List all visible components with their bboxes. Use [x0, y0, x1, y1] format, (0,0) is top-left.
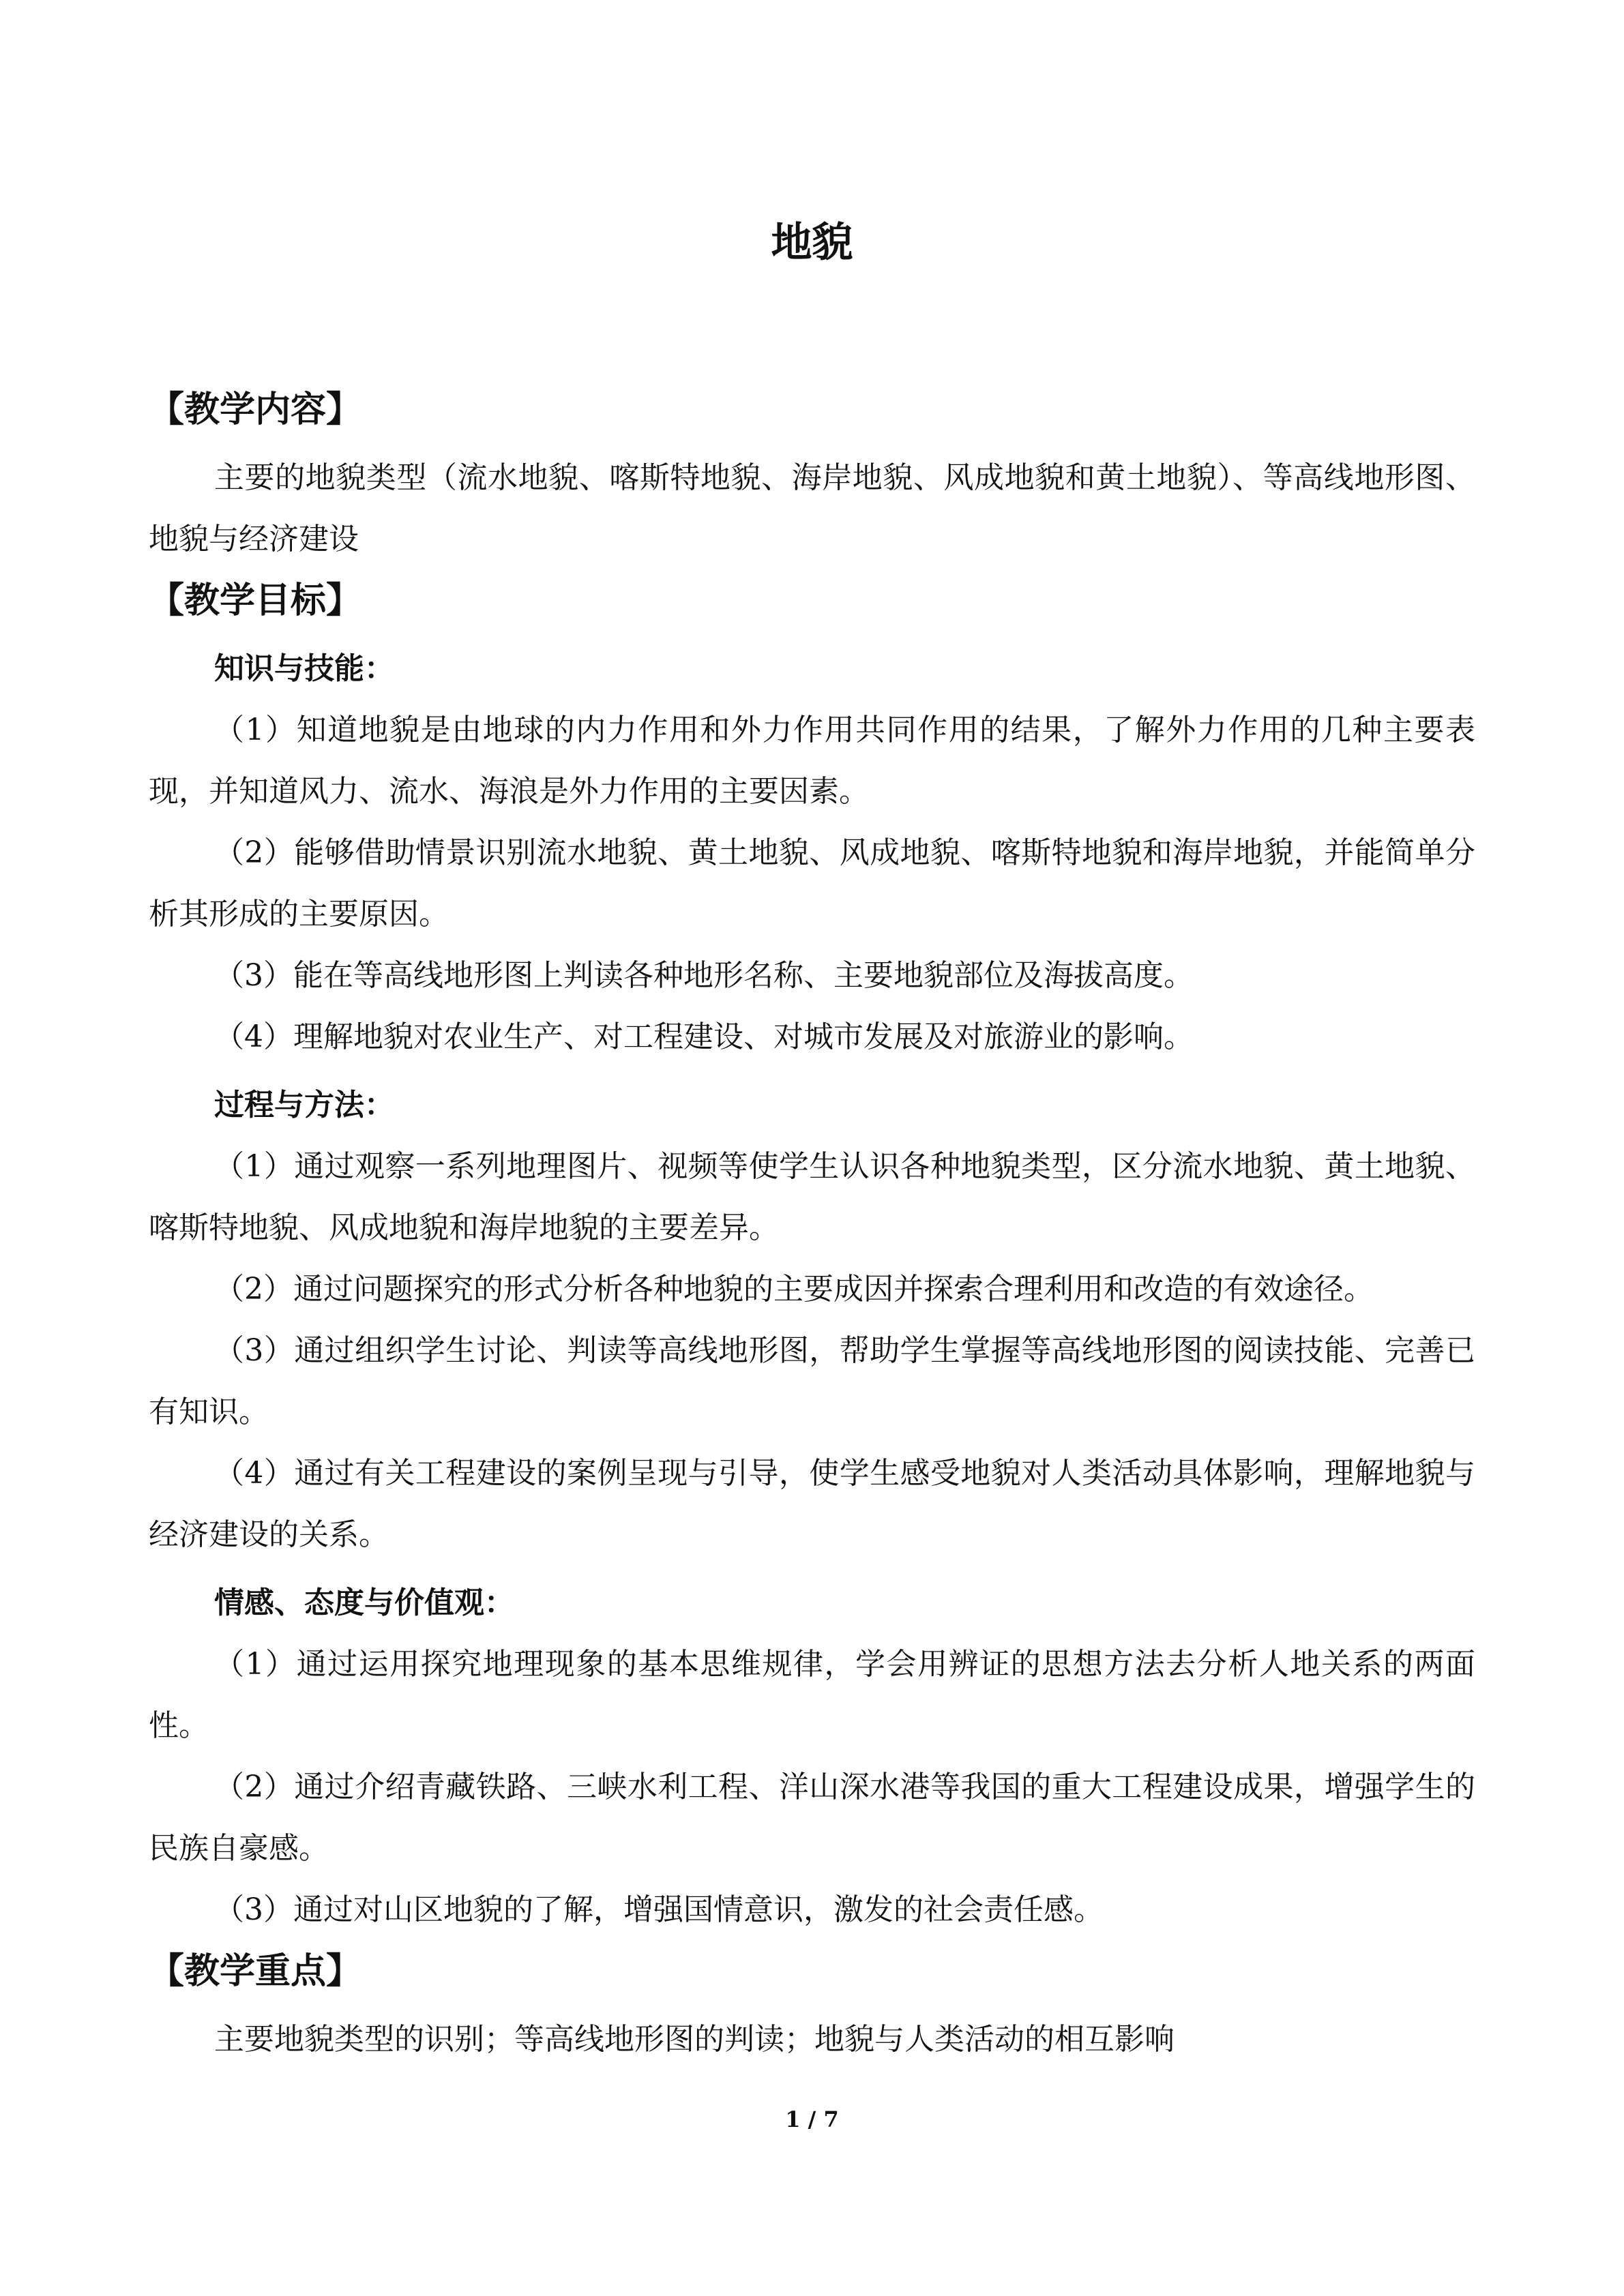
paragraph: （1）知道地貌是由地球的内力作用和外力作用共同作用的结果，了解外力作用的几种主要表现，并知道风力、流水、海浪是外力作用的主要因素。	[149, 713, 1475, 809]
paragraph: （4）通过有关工程建设的案例呈现与引导，使学生感受地貌对人类活动具体影响，理解地貌与经济建设的关系。	[149, 1456, 1475, 1552]
page-number: 1 / 7	[785, 2106, 839, 2132]
subsection-process-methods	[149, 1075, 1475, 1566]
section-heading: 【教学目标】	[149, 580, 362, 621]
section-heading: 【教学重点】	[149, 1951, 362, 1992]
page-content	[149, 209, 1475, 2070]
paragraph: （3）通过对山区地貌的了解，增强国情意识，激发的社会责任感。	[214, 1892, 1104, 1927]
paragraph: 主要地貌类型的识别；等高线地形图的判读；地貌与人类活动的相互影响	[214, 2022, 1175, 2057]
subheading: 知识与技能：	[214, 651, 394, 686]
document-title: 地貌	[771, 219, 853, 267]
paragraph: （3）通过组织学生讨论、判读等高线地形图，帮助学生掌握等高线地形图的阅读技能、完善已有知识。	[149, 1333, 1475, 1429]
paragraph: （4）理解地貌对农业生产、对工程建设、对城市发展及对旅游业的影响。	[214, 1019, 1194, 1054]
section-teaching-content	[149, 379, 1475, 570]
subheading: 过程与方法：	[214, 1088, 394, 1122]
section-teaching-objectives	[149, 570, 1475, 1941]
paragraph: （2）能够借助情景识别流水地貌、黄土地貌、风成地貌、喀斯特地貌和海岸地貌，并能简单分析其形成的主要原因。	[149, 835, 1475, 931]
paragraph: （3）能在等高线地形图上判读各种地形名称、主要地貌部位及海拔高度。	[214, 958, 1194, 993]
subheading: 情感、态度与价值观：	[214, 1585, 514, 1620]
paragraph: （1）通过运用探究地理现象的基本思维规律，学会用辨证的思想方法去分析人地关系的两面性。	[149, 1647, 1475, 1743]
subsection-emotion-values	[149, 1572, 1475, 1941]
paragraph: （2）通过问题探究的形式分析各种地貌的主要成因并探索合理利用和改造的有效途径。	[214, 1272, 1374, 1307]
section-heading: 【教学内容】	[149, 389, 362, 430]
paragraph: （1）通过观察一系列地理图片、视频等使学生认识各种地貌类型，区分流水地貌、黄土地貌、喀斯特地貌、风成地貌和海岸地貌的主要差异。	[149, 1149, 1475, 1245]
section-teaching-focus	[149, 1941, 1475, 2070]
paragraph: （2）通过介绍青藏铁路、三峡水利工程、洋山深水港等我国的重大工程建设成果，增强学生的民族自豪感。	[149, 1770, 1475, 1866]
subsection-knowledge-skills	[149, 638, 1475, 1068]
paragraph: 主要的地貌类型（流水地貌、喀斯特地貌、海岸地貌、风成地貌和黄土地貌）、等高线地形图、地貌与经济建设	[149, 460, 1475, 556]
